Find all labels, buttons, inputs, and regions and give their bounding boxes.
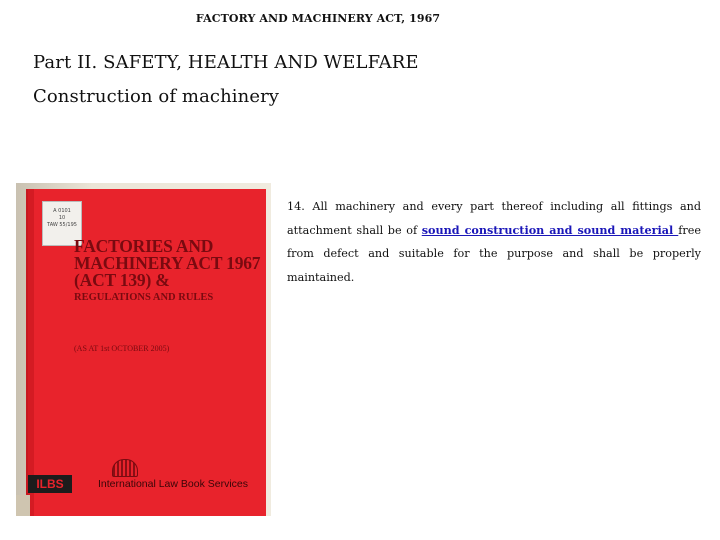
book-cover-photo <box>16 183 271 516</box>
publisher-crest-icon <box>112 459 138 477</box>
sticker-line-3: TAW 55/195 <box>47 222 77 228</box>
book-spine-edge <box>28 189 34 516</box>
sticker-line-2: 10 <box>58 215 66 221</box>
section-title: Construction of machinery <box>33 86 280 107</box>
book-title <box>74 238 262 289</box>
clause-text-start: 14. All machinery and every part thereof including all fittings and attachment shall be of <box>287 200 701 237</box>
part-title: Part II. SAFETY, HEALTH AND WELFARE <box>33 52 419 73</box>
sound-construction-link[interactable]: sound construction and sound material <box>421 222 679 237</box>
clause-14-text <box>287 195 701 289</box>
book-title-line-3: (ACT 139) & <box>74 270 170 290</box>
book-edition-date: (AS AT 1st OCTOBER 2005) <box>74 344 170 353</box>
publisher-logo: ILBS <box>28 475 72 493</box>
sticker-line-1: A 0101 <box>53 208 71 214</box>
publisher-name: International Law Book Services <box>98 478 248 490</box>
book-cover <box>28 189 266 516</box>
book-title-line-1: FACTORIES AND <box>74 236 214 256</box>
table-edge <box>16 495 30 516</box>
book-subtitle: REGULATIONS AND RULES <box>74 292 214 303</box>
book-title-line-2: MACHINERY ACT 1967 <box>74 253 261 273</box>
clause-text-end: free from defect and suitable for the purpose and shall be properly maintained. <box>287 223 702 284</box>
document-header: FACTORY AND MACHINERY ACT, 1967 <box>195 12 441 25</box>
